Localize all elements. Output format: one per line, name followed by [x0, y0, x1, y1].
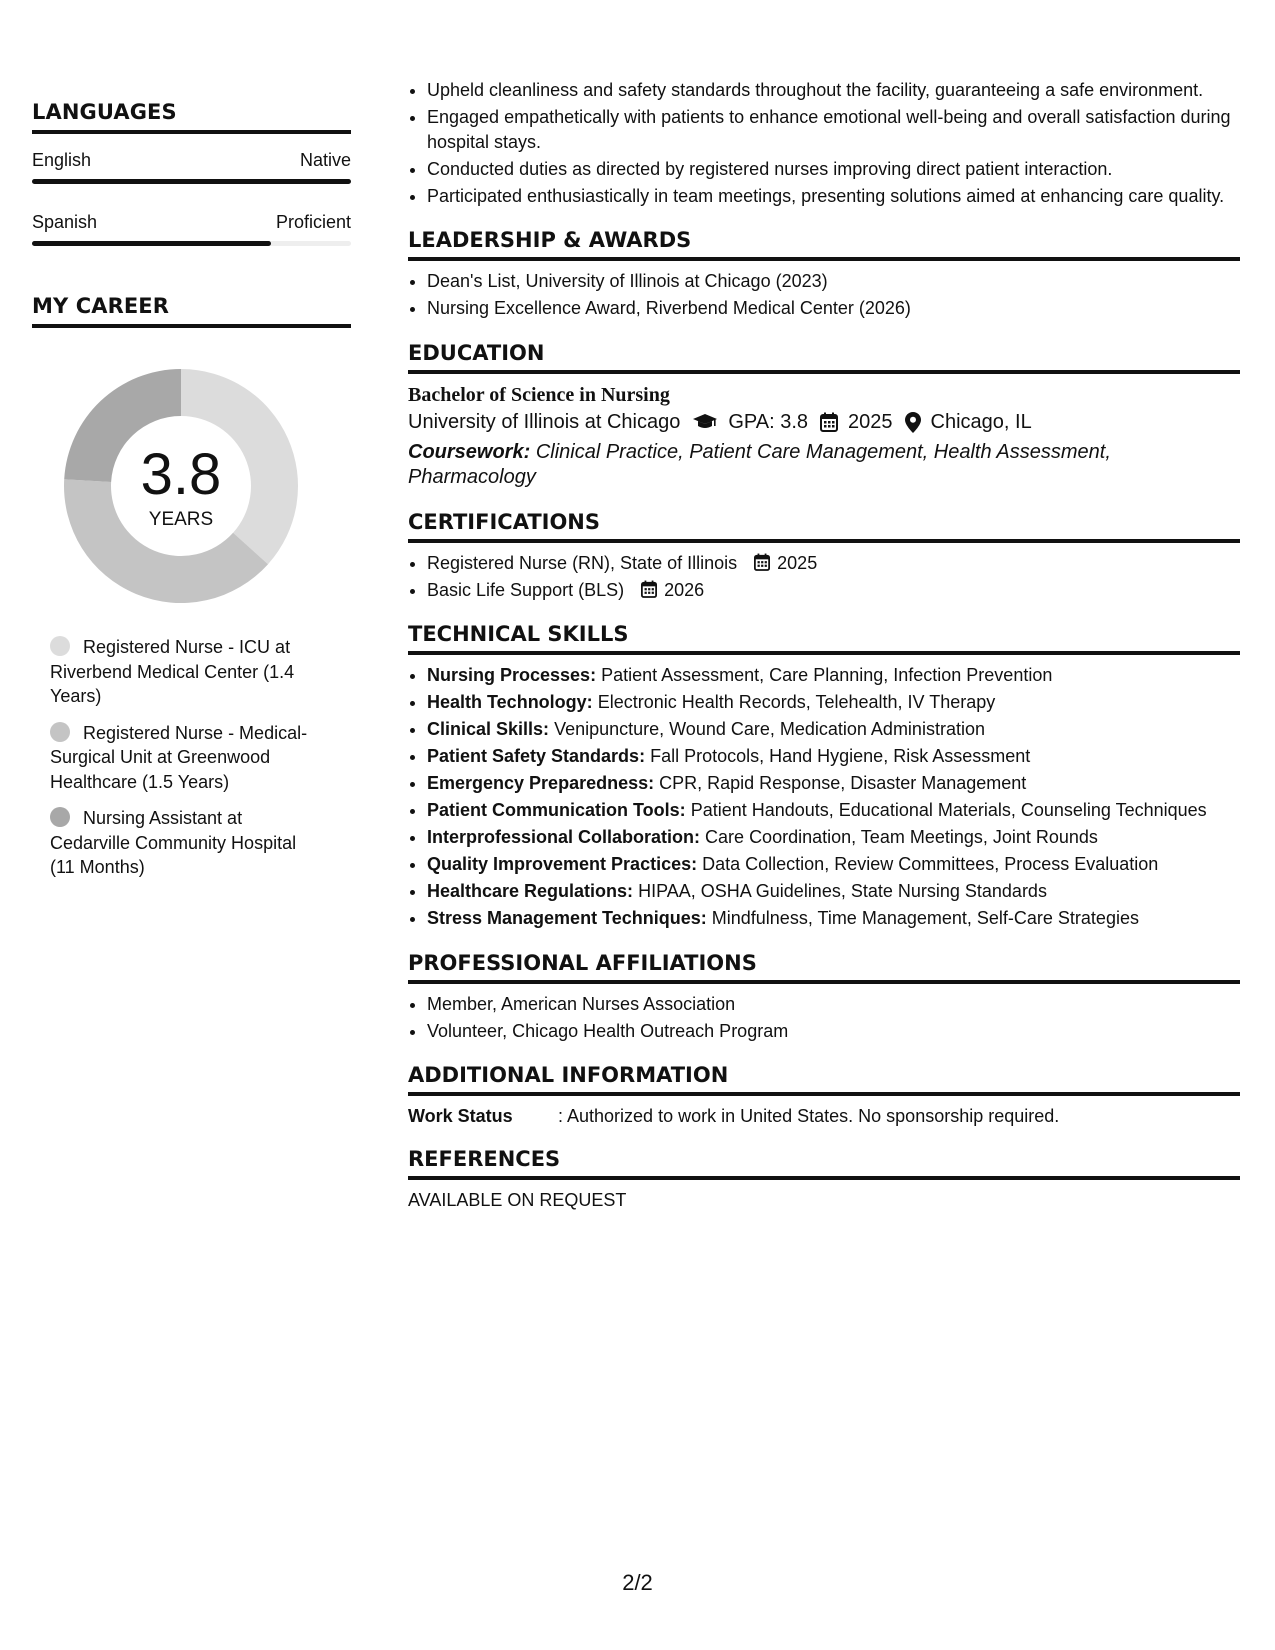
skill-value: Electronic Health Records, Telehealth, IV Therapy: [597, 692, 996, 712]
list-item: [427, 578, 1240, 603]
list-item: [427, 690, 1240, 715]
language-name: English: [32, 150, 92, 170]
legend-label: Nursing Assistant at Cedarville Community Hospital (11 Months): [50, 808, 297, 877]
list-item: [427, 852, 1240, 877]
certifications-section: [408, 510, 1240, 603]
coursework-label: Coursework:: [408, 440, 531, 463]
graduation-cap-icon: [692, 413, 718, 431]
coursework-text: Clinical Practice, Patient Care Management, Health Assessment, Pharmacology: [408, 440, 1111, 488]
list-item: • Upheld cleanliness and safety standards throughout the facility, guaranteeing a safe environment.: [427, 78, 1240, 103]
work-status-row: [408, 1106, 1240, 1127]
legend-label: Registered Nurse - ICU at Riverbend Medical Center (1.4 Years): [50, 637, 295, 706]
skill-label: Health Technology:: [427, 692, 593, 712]
experience-bullets: [408, 78, 1240, 208]
list-item: [427, 717, 1240, 742]
page-number: 2/2: [622, 1570, 653, 1595]
references-section: [408, 1147, 1240, 1211]
references-text: AVAILABLE ON REQUEST: [408, 1190, 627, 1210]
skill-label: Quality Improvement Practices:: [427, 854, 698, 874]
education-section: [408, 341, 1240, 490]
gpa: GPA: 3.8: [728, 410, 809, 433]
graduation-year: 2025: [848, 410, 893, 433]
certification-year: 2025: [777, 552, 818, 573]
certification-name: Basic Life Support (BLS): [427, 579, 625, 600]
leadership-section: [408, 228, 1240, 321]
language-name: Spanish: [32, 212, 98, 232]
language-bar: [32, 241, 351, 246]
language-level: Native: [299, 150, 351, 170]
education-title: EDUCATION: [408, 341, 1240, 374]
list-item: • Engaged empathetically with patients to enhance emotional well-being and overall satisfaction during hospital stays.: [427, 105, 1240, 154]
skill-label: Patient Communication Tools:: [427, 800, 686, 820]
skill-label: Clinical Skills:: [427, 719, 550, 739]
skill-value: Patient Assessment, Care Planning, Infection Prevention: [601, 665, 1053, 685]
list-item: [427, 879, 1240, 904]
career-legend: [50, 635, 320, 880]
list-item: • Conducted duties as directed by registered nurses improving direct patient interaction.: [427, 157, 1240, 182]
legend-item: [50, 635, 320, 709]
list-item: • Participated enthusiastically in team meetings, presenting solutions aimed at enhancing care quality.: [427, 184, 1240, 209]
list-item: • Volunteer, Chicago Health Outreach Program: [427, 1019, 1240, 1044]
language-bar-fill: [32, 179, 351, 184]
skill-value: Fall Protocols, Hand Hygiene, Risk Assessment: [650, 746, 1031, 766]
affiliations-title: PROFESSIONAL AFFILIATIONS: [408, 951, 1240, 984]
language-bar: [32, 179, 351, 184]
skill-value: Care Coordination, Team Meetings, Joint Rounds: [705, 827, 1098, 847]
work-status-value: : Authorized to work in United States. No sponsorship required.: [558, 1106, 1060, 1126]
list-item: [427, 798, 1240, 823]
skill-label: Healthcare Regulations:: [427, 881, 634, 901]
right-column: [408, 78, 1240, 1211]
additional-section: [408, 1063, 1240, 1127]
skill-value: Mindfulness, Time Management, Self-Care Strategies: [711, 908, 1139, 928]
career-title: MY CAREER: [32, 294, 351, 328]
career-total-years: 3.8: [140, 442, 222, 507]
legend-dot: [50, 636, 70, 656]
language-item: [32, 150, 351, 184]
calendar-icon: [641, 580, 657, 598]
list-item: [427, 663, 1240, 688]
skill-label: Emergency Preparedness:: [427, 773, 655, 793]
language-bar-fill: [32, 241, 271, 246]
list-item: • Member, American Nurses Association: [427, 992, 1240, 1017]
coursework: [408, 440, 1240, 490]
legend-dot: [50, 722, 70, 742]
skill-value: CPR, Rapid Response, Disaster Management: [659, 773, 1027, 793]
legend-item: [50, 806, 320, 880]
list-item: [427, 771, 1240, 796]
list-item: [427, 906, 1240, 931]
certification-name: Registered Nurse (RN), State of Illinois: [427, 552, 738, 573]
leadership-title: LEADERSHIP & AWARDS: [408, 228, 1240, 261]
legend-label: Registered Nurse - Medical-Surgical Unit at Greenwood Healthcare (1.5 Years): [50, 722, 308, 792]
left-column: [32, 100, 351, 892]
certifications-title: CERTIFICATIONS: [408, 510, 1240, 543]
location-pin-icon: [905, 412, 921, 433]
references-title: REFERENCES: [408, 1147, 1240, 1180]
list-item: [427, 744, 1240, 769]
skill-label: Interprofessional Collaboration:: [427, 827, 701, 847]
list-item: [427, 825, 1240, 850]
skill-value: Venipuncture, Wound Care, Medication Administration: [554, 719, 985, 739]
school-location: Chicago, IL: [930, 410, 1032, 433]
list-item: [427, 551, 1240, 576]
skill-label: Patient Safety Standards:: [427, 746, 646, 766]
languages-title: LANGUAGES: [32, 100, 351, 134]
work-status-label: Work Status: [408, 1106, 513, 1126]
certification-year: 2026: [664, 579, 705, 600]
skills-title: TECHNICAL SKILLS: [408, 622, 1240, 655]
skill-label: Nursing Processes:: [427, 665, 597, 685]
skill-value: HIPAA, OSHA Guidelines, State Nursing Standards: [638, 881, 1047, 901]
calendar-icon: [820, 412, 838, 432]
legend-item: [50, 721, 320, 795]
legend-dot: [50, 807, 70, 827]
calendar-icon: [754, 553, 770, 571]
career-donut-chart: [56, 361, 306, 611]
affiliations-section: [408, 951, 1240, 1044]
list-item: • Nursing Excellence Award, Riverbend Medical Center (2026): [427, 296, 1240, 321]
education-meta: [408, 411, 1240, 434]
skill-value: Patient Handouts, Educational Materials, Counseling Techniques: [690, 800, 1207, 820]
degree-title: Bachelor of Science in Nursing: [408, 383, 670, 406]
additional-title: ADDITIONAL INFORMATION: [408, 1063, 1240, 1096]
career-years-unit: YEARS: [148, 509, 214, 530]
skill-value: Data Collection, Review Committees, Process Evaluation: [702, 854, 1159, 874]
skill-label: Stress Management Techniques:: [427, 908, 707, 928]
list-item: • Dean's List, University of Illinois at Chicago (2023): [427, 269, 1240, 294]
language-item: [32, 212, 351, 246]
skills-section: [408, 622, 1240, 931]
school-name: University of Illinois at Chicago: [408, 410, 681, 433]
language-level: Proficient: [275, 212, 351, 232]
